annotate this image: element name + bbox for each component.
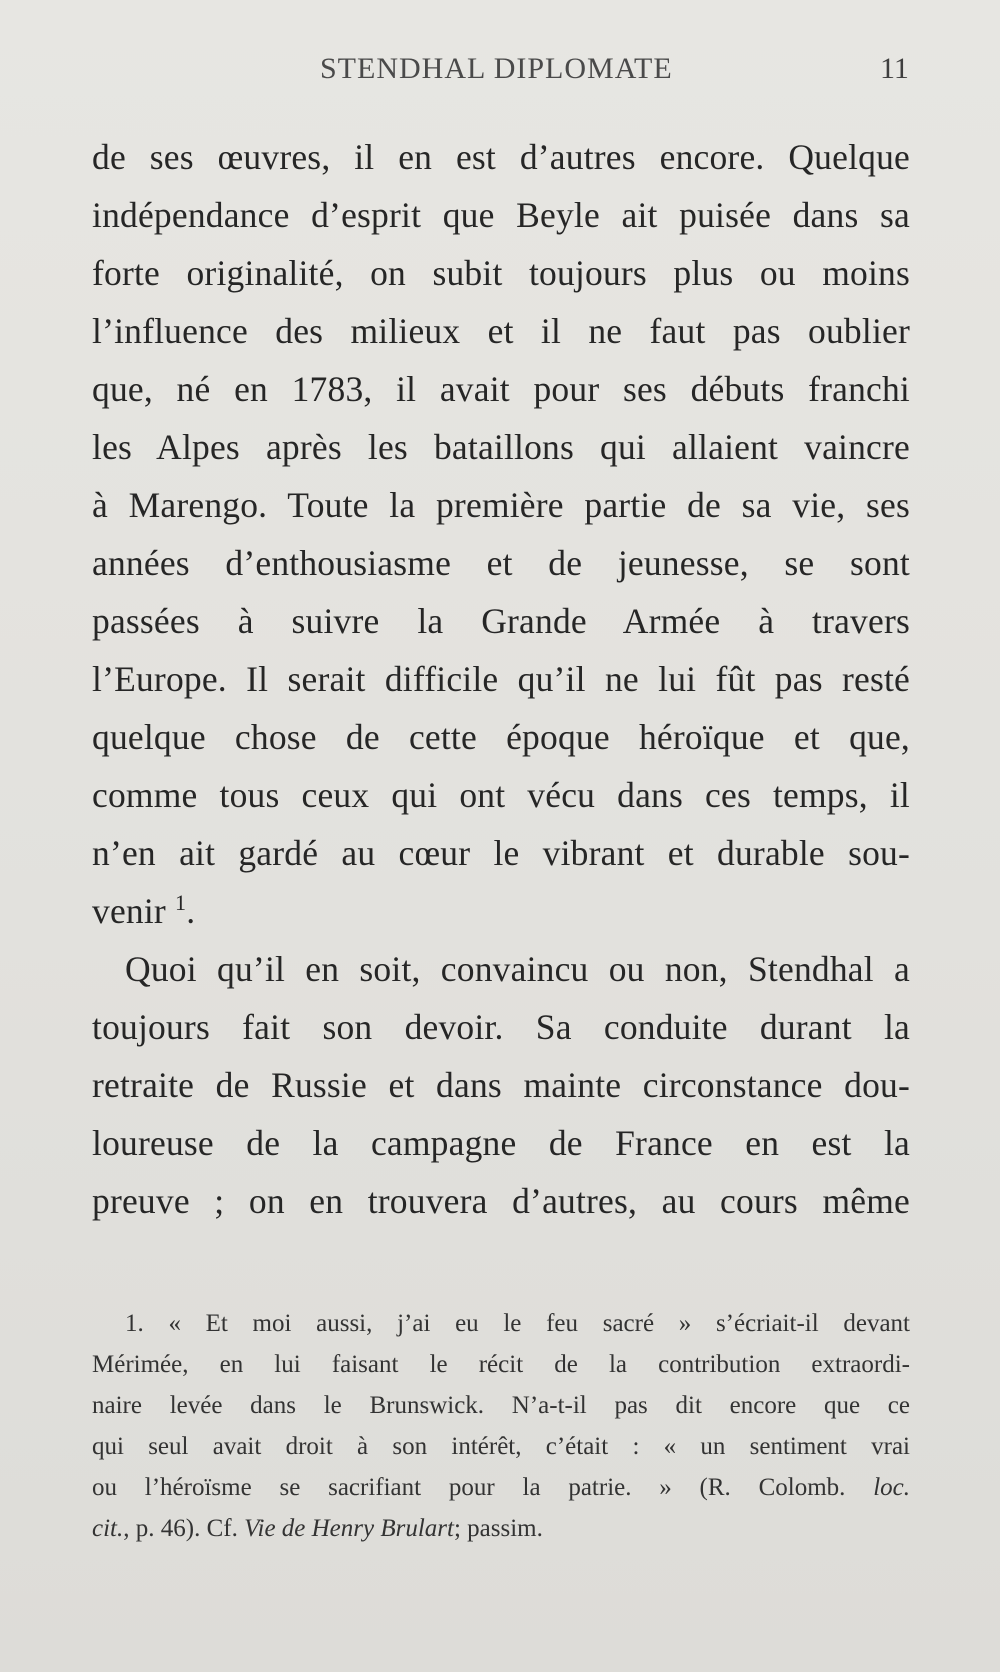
text-line: Quoi qu’il en soit, convaincu ou non, Stendhal a [125, 949, 910, 989]
text-line: indépendance d’esprit que Beyle ait puisée dans sa [92, 195, 910, 235]
footnote-line: Mérimée, en lui faisant le récit de la contribution extraordi- [92, 1351, 910, 1378]
text-line: années d’enthousiasme et de jeunesse, se sont [92, 543, 910, 583]
page-number: 11 [880, 52, 909, 85]
footnote-reference: 1 [175, 890, 187, 915]
footnote-italic: loc. [873, 1474, 910, 1501]
text-line: retraite de Russie et dans mainte circonstance dou- [92, 1065, 910, 1105]
text-line: l’influence des milieux et il ne faut pas oublier [92, 311, 910, 351]
text-line: de ses œuvres, il en est d’autres encore. Quelque [92, 137, 910, 177]
footnote-fragment: ou l’héroïsme se sacrifiant pour la patrie. » (R. Colomb. [92, 1474, 846, 1501]
text-line: preuve ; on en trouvera d’autres, au cours même [92, 1181, 910, 1221]
text-line: passées à suivre la Grande Armée à travers [92, 601, 910, 641]
footnote-italic: Vie de Henry Brulart [244, 1515, 454, 1542]
paragraph-2 [92, 940, 910, 1230]
footnote-line: qui seul avait droit à son intérêt, c’était : « un sentiment vrai [92, 1433, 910, 1460]
footnote-line: 1. « Et moi aussi, j’ai eu le feu sacré » s’écriait-il devant [125, 1310, 910, 1337]
footnote-italic: cit. [92, 1515, 124, 1542]
text-line: l’Europe. Il serait difficile qu’il ne lui fût pas resté [92, 659, 910, 699]
body-text [92, 128, 910, 1230]
text-line: n’en ait gardé au cœur le vibrant et durable sou- [92, 833, 910, 873]
text-fragment: . [186, 891, 196, 931]
text-line: les Alpes après les bataillons qui allaient vaincre [92, 427, 910, 467]
footnote-line [92, 1467, 910, 1508]
text-line: toujours fait son devoir. Sa conduite durant la [92, 1007, 910, 1047]
running-title: STENDHAL DIPLOMATE [320, 52, 673, 85]
text-line: à Marengo. Toute la première partie de sa vie, ses [92, 485, 910, 525]
text-line: comme tous ceux qui ont vécu dans ces temps, il [92, 775, 910, 815]
text-line: forte originalité, on subit toujours plus ou moins [92, 253, 910, 293]
footnote [92, 1303, 910, 1549]
text-fragment: venir [92, 891, 166, 931]
running-head [0, 52, 1000, 92]
text-line: quelque chose de cette époque héroïque et que, [92, 717, 910, 757]
footnote-fragment: ; passim. [453, 1515, 543, 1542]
footnote-line [92, 1508, 910, 1549]
text-line: que, né en 1783, il avait pour ses débuts franchi [92, 369, 910, 409]
paragraph-1 [92, 128, 910, 940]
footnote-fragment: , p. 46). Cf. [123, 1515, 238, 1542]
text-line: loureuse de la campagne de France en est la [92, 1123, 910, 1163]
text-line-last [92, 882, 910, 940]
footnote-line: naire levée dans le Brunswick. N’a-t-il pas dit encore que ce [92, 1392, 910, 1419]
